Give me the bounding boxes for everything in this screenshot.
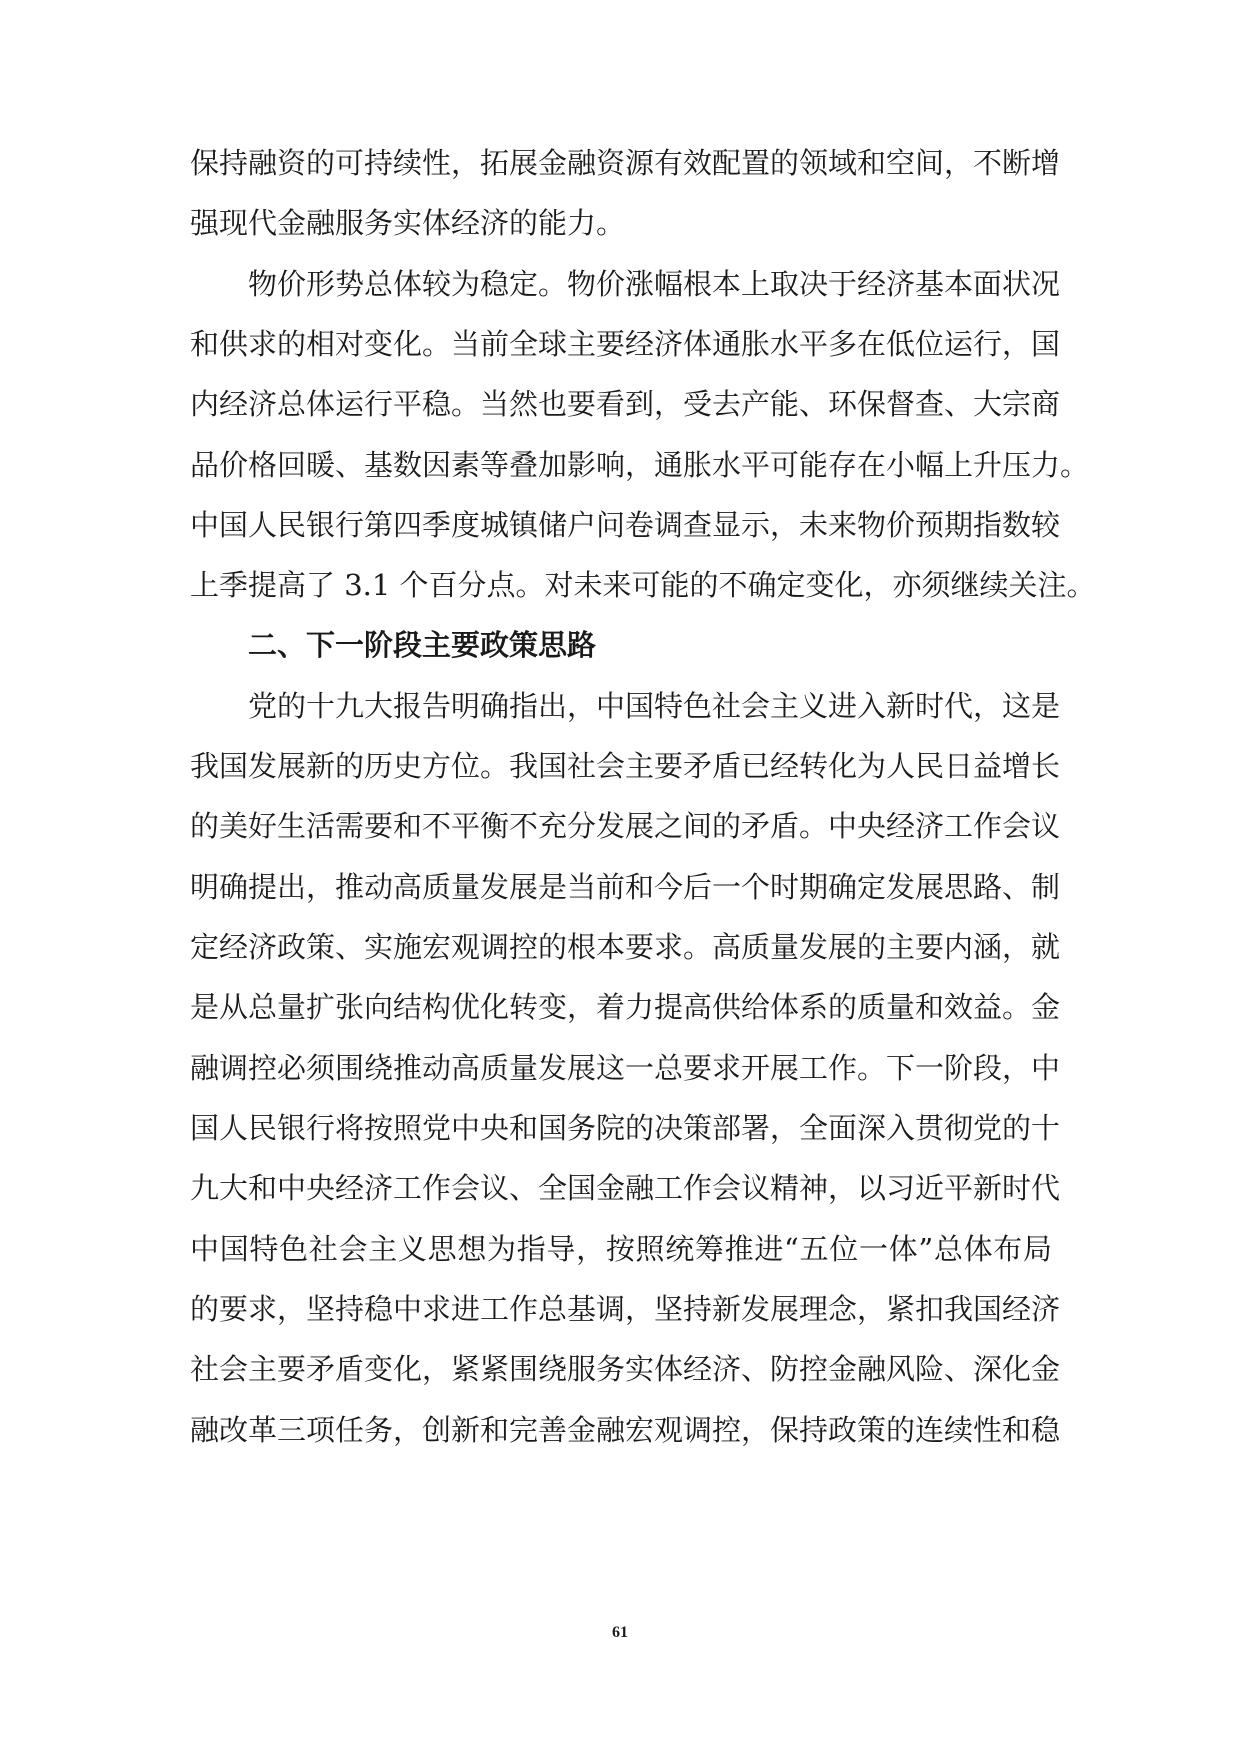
paragraph-line: 强现代金融服务实体经济的能力。 xyxy=(190,206,626,240)
paragraph-line: 内经济总体运行平稳。当然也要看到，受去产能、环保督查、大宗商 xyxy=(190,387,1061,421)
paragraph-line: 品价格回暖、基数因素等叠加影响，通胀水平可能存在小幅上升压力。 xyxy=(190,448,1090,482)
paragraph-line: 融调控必须围绕推动高质量发展这一总要求开展工作。下一阶段，中 xyxy=(190,1051,1061,1085)
paragraph-line: 保持融资的可持续性，拓展金融资源有效配置的领域和空间，不断增 xyxy=(190,146,1061,180)
section-heading: 二、下一阶段主要政策思路 xyxy=(248,628,597,662)
paragraph-line: 的要求，坚持稳中求进工作总基调，坚持新发展理念，紧扣我国经济 xyxy=(190,1292,1061,1326)
paragraph-line: 党的十九大报告明确指出，中国特色社会主义进入新时代，这是 xyxy=(248,689,1061,723)
paragraph-line: 明确提出，推动高质量发展是当前和今后一个时期确定发展思路、制 xyxy=(190,870,1061,904)
page-number: 61 xyxy=(612,1624,628,1641)
paragraph-line: 我国发展新的历史方位。我国社会主要矛盾已经转化为人民日益增长 xyxy=(190,749,1061,783)
paragraph-line: 国人民银行将按照党中央和国务院的决策部署，全面深入贯彻党的十 xyxy=(190,1111,1061,1145)
paragraph-line: 九大和中央经济工作会议、全国金融工作会议精神，以习近平新时代 xyxy=(190,1171,1061,1205)
paragraph-line: 中国特色社会主义思想为指导，按照统筹推进“五位一体”总体布局 xyxy=(190,1232,1052,1266)
paragraph-line: 物价形势总体较为稳定。物价涨幅根本上取决于经济基本面状况 xyxy=(248,267,1061,301)
paragraph-line: 社会主要矛盾变化，紧紧围绕服务实体经济、防控金融风险、深化金 xyxy=(190,1352,1061,1386)
paragraph-line: 的美好生活需要和不平衡不充分发展之间的矛盾。中央经济工作会议 xyxy=(190,809,1061,843)
paragraph-line: 是从总量扩张向结构优化转变，着力提高供给体系的质量和效益。金 xyxy=(190,990,1061,1024)
paragraph-line: 融改革三项任务，创新和完善金融宏观调控，保持政策的连续性和稳 xyxy=(190,1413,1061,1447)
paragraph-line: 上季提高了 3.1 个百分点。对未来可能的不确定变化，亦须继续关注。 xyxy=(190,568,1096,602)
paragraph-line: 中国人民银行第四季度城镇储户问卷调查显示，未来物价预期指数较 xyxy=(190,508,1061,542)
paragraph-line: 定经济政策、实施宏观调控的根本要求。高质量发展的主要内涵，就 xyxy=(190,930,1061,964)
paragraph-line: 和供求的相对变化。当前全球主要经济体通胀水平多在低位运行，国 xyxy=(190,327,1061,361)
